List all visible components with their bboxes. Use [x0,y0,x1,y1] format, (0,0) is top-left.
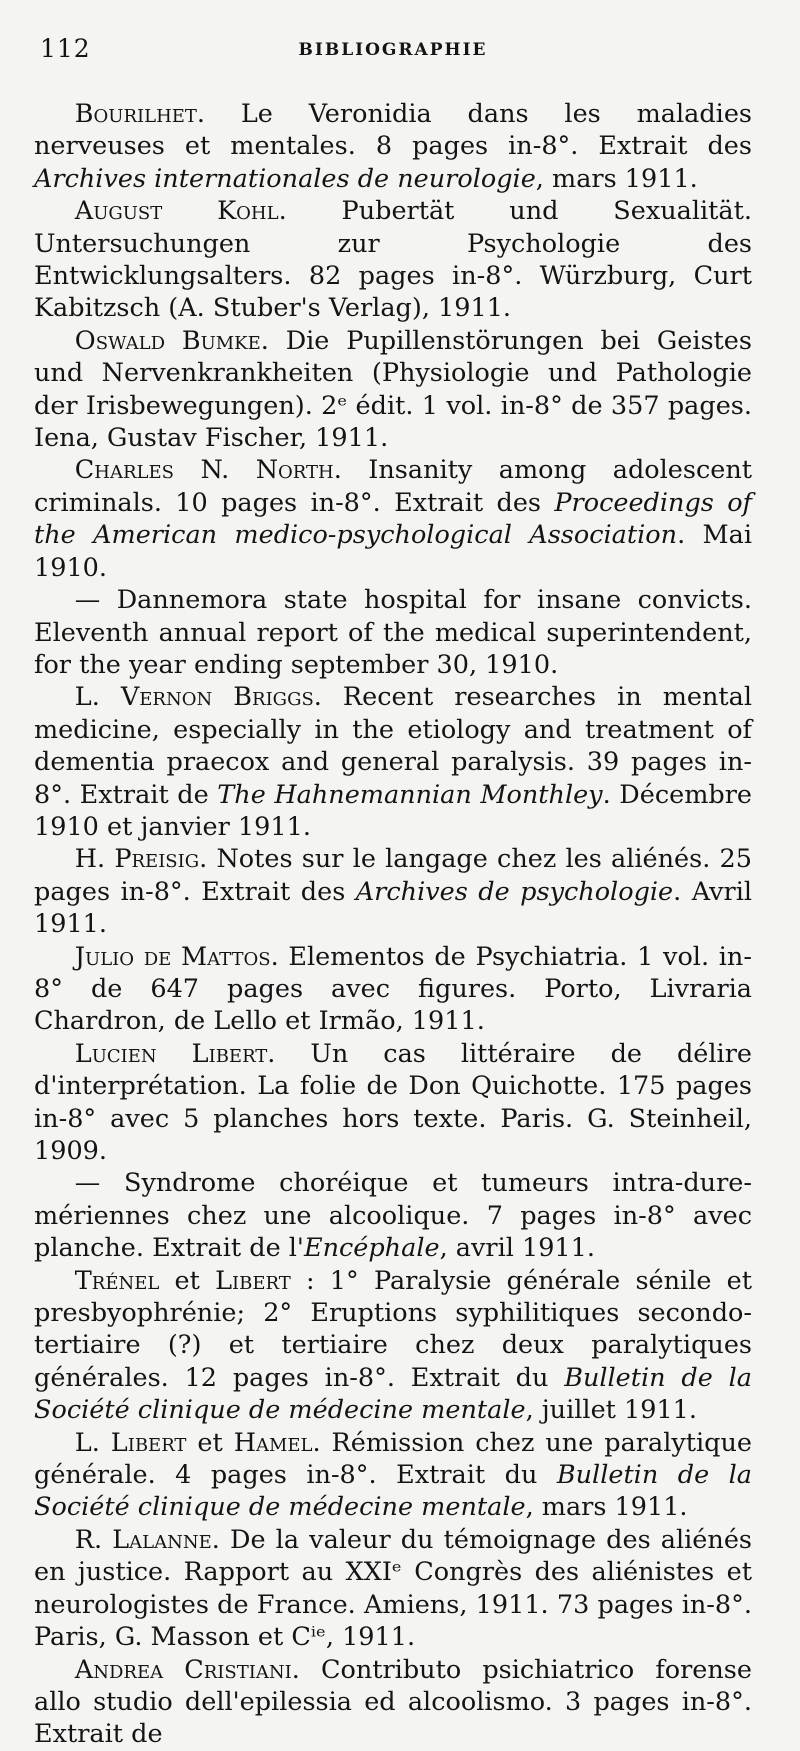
entry-text: , mars 1911. [525,1492,688,1523]
entry-text: Die Pupillenstörungen bei Geistes und Nervenkrankheiten (Physiologie und Pathologie der Irisbewegungen). 2ᵉ édit. 1 vol. in-8° de 357 pages. Iena, Gustav Fischer, 1911. [34,325,752,454]
bibliography-entry [34,681,752,843]
entry-text: Rémission chez une paralytique générale. 4 pages in-8°. Extrait du [34,1427,752,1491]
entry-text: . Avril 1911. [34,876,753,940]
entry-text: Recent researches in mental medicine, especially in the etiology and treatment of dementia praecox and general paralysis. 39 pages in-8°. Extrait de [34,682,752,810]
entry-text: . Décembre 1910 et janvier 1911. [34,779,752,842]
entry-publication-title: Archives de psychologie [355,876,674,907]
entry-text: , avril 1911. [439,1233,595,1264]
bibliography-entry [34,941,752,1038]
entry-text: : 1° Paralysie générale sénile et presbyophrénie; 2° Eruptions syphilitiques secondo-tertiaire (?) et tertiaire chez deux paralytiques générales. 12 pages in-8°. Extrait du [34,1265,752,1393]
bibliography-entry [34,98,752,195]
entry-text: Pubertät und Sexualität. Untersuchungen zur Psychologie des Entwicklungsalters. 82 pages in-8°. Würzburg, Curt Kabitzsch (A. Stuber's Verlag), 1911. [34,196,752,324]
bibliography-entry [34,1654,752,1751]
running-head: BIBLIOGRAPHIE [298,40,488,60]
bibliography-entry [34,1167,752,1264]
entry-author: Trénel [74,1265,160,1296]
entry-author: Charles N. North. [74,455,342,486]
entry-text: et [186,1427,234,1458]
entry-text: Le Veronidia dans les maladies nerveuses et mentales. 8 pages in-8°. Extrait des [34,99,752,162]
bibliography-entry [34,1524,752,1654]
entry-author: Lucien Libert. [74,1038,276,1069]
entry-text: De la valeur du témoignage des aliénés en justice. Rapport au XXIᵉ Congrès des aliénistes et neurologistes de France. Amiens, 1911. 73 pages in-8°. Paris, G. Masson et Cⁱᵉ, 1911. [34,1524,752,1653]
entry-author: H. Preisig. [74,844,208,875]
entry-text: — Syndrome choréique et tumeurs intra-dure-mériennes chez une alcoolique. 7 pages in-8° avec planche. Extrait de l' [34,1168,752,1264]
page-number: 112 [40,34,91,63]
entry-author: Bourilhet. [74,99,206,129]
entry-author: Oswald Bumke. [74,325,269,356]
entry-publication-title: Encéphale [303,1233,440,1264]
entry-text: et [159,1265,216,1296]
page-header [34,34,752,74]
entry-coauthor: Hamel. [233,1427,321,1458]
entry-text: Elementos de Psychiatria. 1 vol. in-8° de 647 pages avec figures. Porto, Livraria Chardron, de Lello et Irmão, 1911. [34,941,752,1037]
bibliography-entry [34,195,752,325]
bibliography-entry [34,325,752,455]
entry-publication-title: Bulletin de la Société clinique de médecine mentale [34,1362,752,1426]
entry-publication-title: Proceedings of the American medico-psychological Association [34,487,752,551]
entry-author: R. Lalanne. [74,1524,220,1555]
bibliography-entry [34,1427,752,1524]
bibliography-list [34,98,752,1751]
entry-text: Un cas littéraire de délire d'interprétation. La folie de Don Quichotte. 175 pages in-8° avec 5 planches hors texte. Paris. G. Steinheil, 1909. [34,1038,752,1166]
entry-publication-title: The Hahnemannian Monthley [217,779,603,810]
entry-author: L. Libert [74,1427,187,1458]
bibliography-entry [34,1038,752,1168]
entry-text: , juillet 1911. [525,1395,698,1426]
entry-author: L. Vernon Briggs. [74,682,322,713]
entry-coauthor: Libert [215,1265,291,1296]
bibliography-entry [34,1265,752,1427]
entry-text: . Mai 1910. [34,520,753,583]
entry-author: Julio de Mattos. [74,941,279,972]
entry-text: — Dannemora state hospital for insane convicts. Eleventh annual report of the medical superintendent, for the year ending september 30, 1910. [34,585,752,680]
entry-publication-title: Bulletin de la Société clinique de médecine mentale [34,1460,752,1523]
entry-author: Andrea Cristiani. [74,1654,300,1685]
bibliography-entry [34,584,752,681]
entry-text: Insanity among adolescent criminals. 10 pages in-8°. Extrait des [34,455,752,518]
entry-publication-title: Archives internationales de neurologie [34,163,536,194]
entry-text: , mars 1911. [535,163,698,194]
bibliography-entry [34,843,752,940]
entry-text: Contributo psichiatrico forense allo studio dell'epilessia ed alcoolismo. 3 pages in-8°. Extrait de [34,1654,752,1750]
bibliography-entry [34,454,752,584]
entry-text: Notes sur le langage chez les aliénés. 25 pages in-8°. Extrait des [34,844,752,907]
entry-author: August Kohl. [74,196,287,227]
